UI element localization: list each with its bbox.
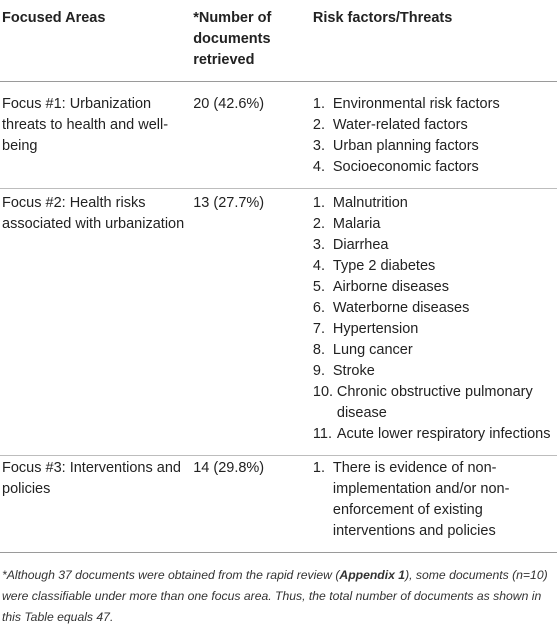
list-number: 6. bbox=[312, 300, 325, 316]
risk-factor-text: Airborne diseases bbox=[332, 279, 449, 295]
risk-factor-text: Diarrhea bbox=[332, 237, 389, 253]
list-number: 1. bbox=[312, 195, 325, 211]
risk-factor-text: Hypertension bbox=[332, 321, 419, 337]
list-number: 7. bbox=[312, 321, 325, 337]
risk-factor-text: Malnutrition bbox=[332, 195, 408, 211]
risk-factor-text: Stroke bbox=[332, 363, 375, 379]
list-number: 8. bbox=[312, 342, 325, 358]
list-number: 10. bbox=[312, 384, 334, 400]
risk-factor-item bbox=[313, 361, 557, 382]
risk-factor-text: Malaria bbox=[332, 216, 381, 232]
footnote-appendix-reference: Appendix 1 bbox=[339, 568, 406, 582]
risk-factors-cell bbox=[313, 456, 557, 553]
list-number: 2. bbox=[312, 216, 325, 232]
focus-area-cell: Focus #1: Urbanization threats to health and well-being bbox=[2, 96, 169, 154]
risk-factor-text: Waterborne diseases bbox=[332, 300, 470, 316]
list-number: 4. bbox=[312, 159, 325, 175]
list-number: 1. bbox=[312, 96, 325, 112]
document-count-cell: 20 (42.6%) bbox=[193, 96, 265, 112]
footnote-text-before: *Although 37 documents were obtained from the rapid review ( bbox=[2, 568, 340, 582]
document-count-cell: 13 (27.7%) bbox=[193, 195, 265, 211]
risk-factor-item bbox=[313, 382, 557, 424]
risk-factor-text: Environmental risk factors bbox=[332, 96, 500, 112]
risk-factor-item bbox=[313, 319, 557, 340]
risk-factor-item bbox=[313, 136, 557, 157]
table-footnote bbox=[2, 565, 555, 628]
risk-factor-text: Lung cancer bbox=[332, 342, 413, 358]
header-focused-areas: Focused Areas bbox=[2, 10, 106, 26]
risk-factor-text: Chronic obstructive pulmonary disease bbox=[336, 384, 533, 421]
list-number: 1. bbox=[312, 460, 325, 476]
risk-factors-list bbox=[313, 94, 557, 178]
focus-area-cell: Focus #3: Interventions and policies bbox=[2, 460, 181, 497]
list-number: 11. bbox=[312, 426, 332, 442]
list-number: 3. bbox=[312, 138, 325, 154]
table-row bbox=[0, 82, 557, 189]
header-number-of-documents: *Number of documents retrieved bbox=[193, 10, 272, 68]
footnote-text-after: ), some documents (n=10) were classifiable under more than one focus area. Thus, the total number of documents as shown in this Table equals 47. bbox=[2, 568, 548, 624]
risk-factor-text: There is evidence of non-implementation and/or non-enforcement of existing interventions and policies bbox=[332, 460, 510, 539]
risk-factor-item bbox=[313, 340, 557, 361]
list-number: 2. bbox=[312, 117, 325, 133]
risk-factors-cell bbox=[313, 189, 557, 456]
risk-factor-text: Socioeconomic factors bbox=[332, 159, 479, 175]
risk-factor-text: Water-related factors bbox=[332, 117, 468, 133]
table-header bbox=[0, 0, 557, 82]
risk-factor-item bbox=[313, 235, 557, 256]
risk-factor-item bbox=[313, 157, 557, 178]
risk-factor-text: Urban planning factors bbox=[332, 138, 479, 154]
risk-factor-text: Acute lower respiratory infections bbox=[336, 426, 551, 442]
risk-factor-item bbox=[313, 214, 557, 235]
risk-factor-item bbox=[313, 193, 557, 214]
risk-factor-item bbox=[313, 298, 557, 319]
risk-factors-cell bbox=[313, 82, 557, 189]
list-number: 3. bbox=[312, 237, 325, 253]
header-risk-factors: Risk factors/Threats bbox=[312, 10, 453, 26]
risk-factor-item bbox=[313, 458, 557, 542]
risk-factor-item bbox=[313, 277, 557, 298]
list-number: 4. bbox=[312, 258, 325, 274]
focus-area-cell: Focus #2: Health risks associated with urbanization bbox=[2, 195, 185, 232]
document-count-cell: 14 (29.8%) bbox=[193, 460, 265, 476]
risk-factor-item bbox=[313, 424, 557, 445]
table-body bbox=[0, 82, 557, 553]
risk-factors-list bbox=[313, 458, 557, 542]
list-number: 5. bbox=[312, 279, 325, 295]
risk-factor-item bbox=[313, 115, 557, 136]
table-row bbox=[0, 189, 557, 456]
risk-factor-text: Type 2 diabetes bbox=[332, 258, 436, 274]
table-row bbox=[0, 456, 557, 553]
risk-factor-item bbox=[313, 256, 557, 277]
header-row bbox=[0, 0, 557, 82]
risk-factor-item bbox=[313, 94, 557, 115]
list-number: 9. bbox=[312, 363, 325, 379]
risk-factors-list bbox=[313, 193, 557, 445]
